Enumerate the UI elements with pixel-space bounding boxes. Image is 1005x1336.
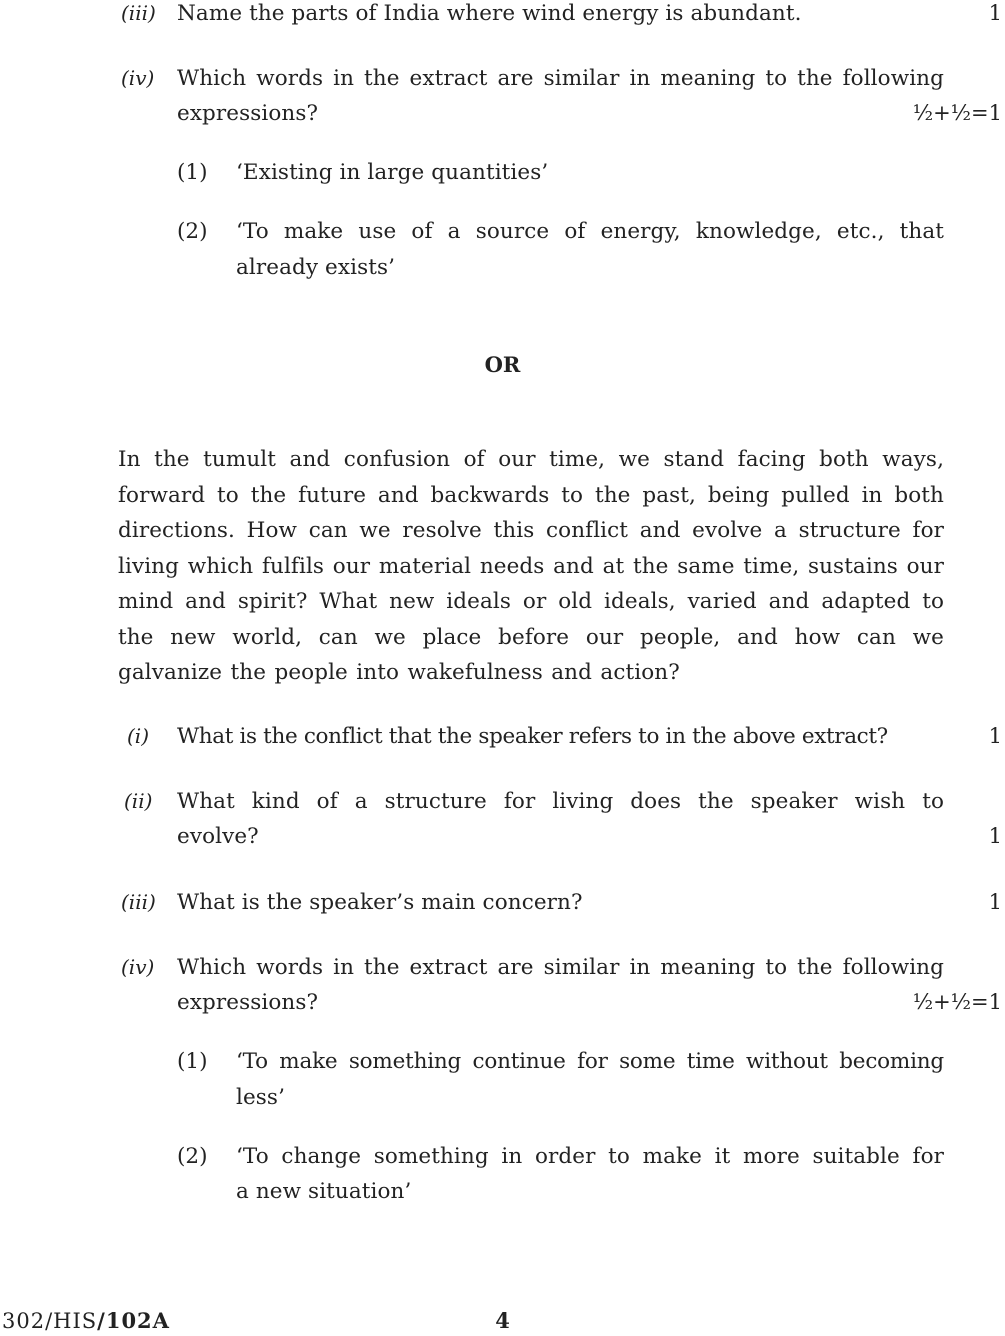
question-number: (iii) xyxy=(121,1,156,25)
question-text: What is the speaker’s main concern? xyxy=(177,890,583,915)
sub-question-number: (2) xyxy=(177,219,208,244)
question-marks: 1 xyxy=(988,1,1002,25)
question-text-line: expressions? xyxy=(177,101,319,126)
question-number: (ii) xyxy=(124,789,153,813)
sub-question-text-line: ‘To change something in order to make it more suitable for xyxy=(236,1144,944,1169)
question-text-line: evolve? xyxy=(177,824,259,849)
question-marks: 1 xyxy=(988,724,1002,748)
sub-question-text-line: already exists’ xyxy=(236,255,396,280)
question-marks: 1 xyxy=(988,824,1002,848)
question-number: (iii) xyxy=(121,890,156,914)
sub-question-text-line: ‘To make something continue for some time without becoming xyxy=(236,1049,944,1074)
question-text-line: Which words in the extract are similar in meaning to the following xyxy=(177,955,944,980)
question-number: (iv) xyxy=(121,66,155,90)
question-text-line: Which words in the extract are similar in meaning to the following xyxy=(177,66,944,91)
sub-question-number: (1) xyxy=(177,1049,208,1074)
question-text: Name the parts of India where wind energy is abundant. xyxy=(177,1,802,26)
page-number: 4 xyxy=(495,1308,510,1333)
question-marks: ½+½=1 xyxy=(912,990,1002,1014)
question-number: (iv) xyxy=(121,955,155,979)
sub-question-text-line: less’ xyxy=(236,1085,286,1110)
question-text-line: expressions? xyxy=(177,990,319,1015)
question-marks: 1 xyxy=(988,890,1002,914)
sub-question-number: (2) xyxy=(177,1144,208,1169)
passage-text: In the tumult and confusion of our time, we stand facing both ways, forward to the future and backwards to the past, being pulled in both directions. How can we resolve this conflict and evolve a structure for living which fulfils our material needs and at the same time, sustains our mind and spirit? What new ideals or old ideals, varied and adapted to the new world, can we place before our people, and how can we galvanize the people into wakefulness and action? xyxy=(118,447,944,685)
question-text-line: What kind of a structure for living does the speaker wish to xyxy=(177,789,944,814)
sub-question-text: ‘Existing in large quantities’ xyxy=(236,160,549,185)
sub-question-text-line: a new situation’ xyxy=(236,1179,412,1204)
or-separator: OR xyxy=(484,352,521,377)
sub-question-text-line: ‘To make use of a source of energy, knowledge, etc., that xyxy=(236,219,944,244)
question-text: What is the conflict that the speaker refers to in the above extract? xyxy=(177,724,888,749)
sub-question-number: (1) xyxy=(177,160,208,185)
question-marks: ½+½=1 xyxy=(912,101,1002,125)
paper-code-bold: /102A xyxy=(97,1308,170,1333)
question-number: (i) xyxy=(127,724,150,748)
paper-code-regular: 302/HIS xyxy=(2,1309,98,1333)
